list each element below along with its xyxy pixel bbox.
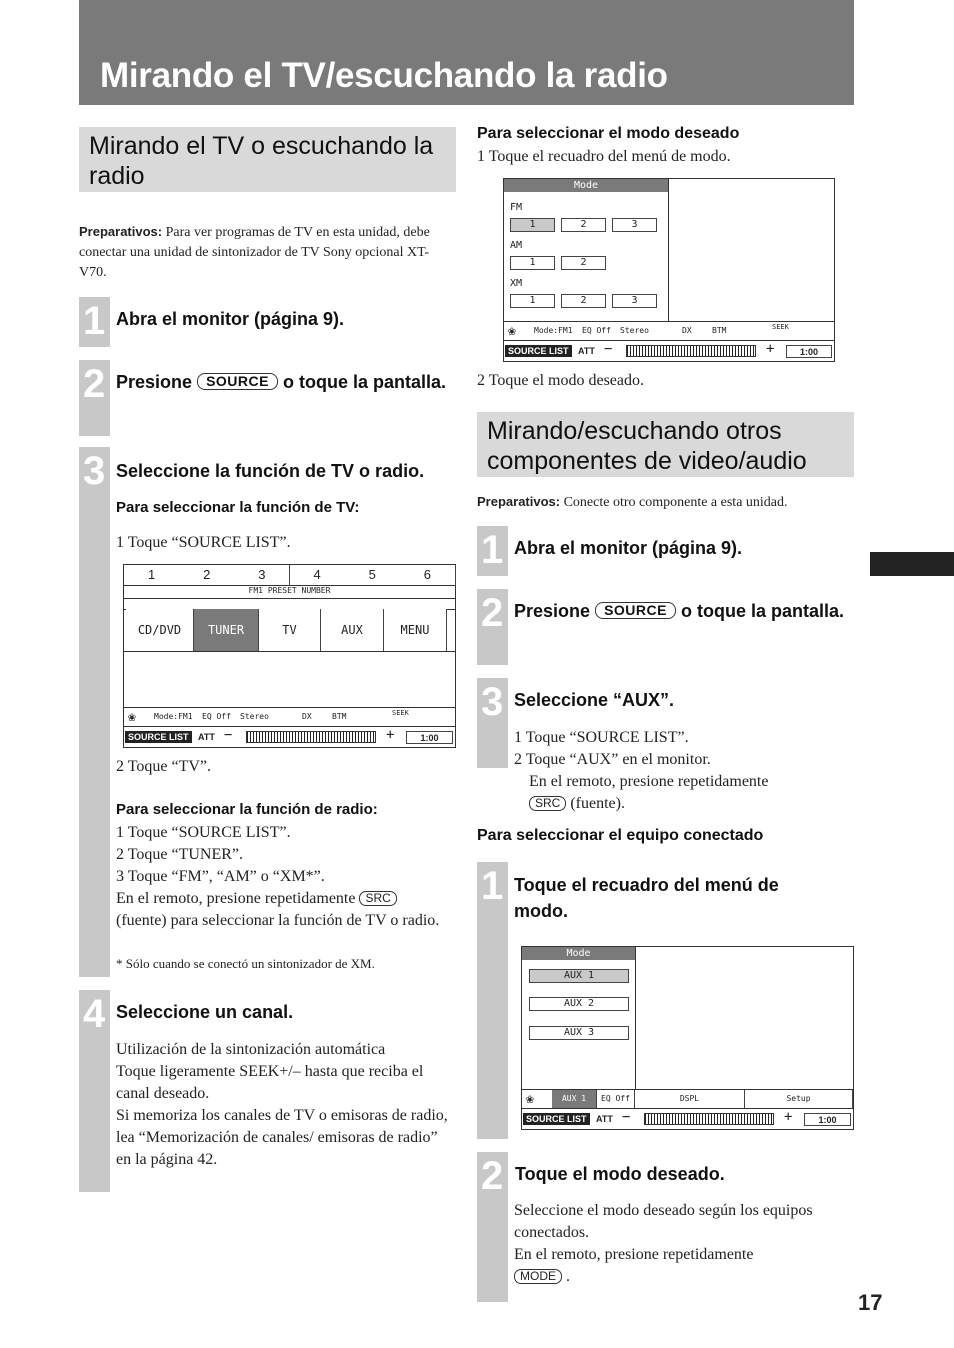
screen-source-list <box>123 564 456 748</box>
step-marker-1: 1 <box>79 297 110 347</box>
volume-up-icon[interactable]: + <box>386 727 395 743</box>
status-seek[interactable]: SEEK <box>392 709 409 717</box>
status-stereo[interactable]: Stereo <box>620 326 649 335</box>
tuner-settings-icon[interactable]: ❀ <box>128 710 136 725</box>
status-eq-off[interactable]: EQ Off <box>582 326 611 335</box>
step-1-title: Abra el monitor (página 9). <box>116 309 345 329</box>
section-tab <box>870 552 954 576</box>
aux-step-1-title: Abra el monitor (página 9). <box>514 538 743 558</box>
volume-up-icon[interactable]: + <box>784 1109 793 1125</box>
source-key: SOURCE <box>197 373 278 390</box>
volume-down-icon[interactable]: − <box>622 1109 631 1125</box>
mode-step-2: 2 Toque el modo deseado. <box>477 372 644 389</box>
preset-button-6[interactable]: 6 <box>400 565 456 586</box>
status-btm[interactable]: BTM <box>332 712 347 721</box>
equip-step-1-title: Toque el recuadro del menú de modo. <box>514 875 779 921</box>
screen-mode-select: Mode FM AM XM 1 2 3 1 2 1 2 3 ❀ Mode:FM1 EQ Off Stereo DX BTM SEEK SOURCE LIST ATT − + 1:00 <box>503 178 835 362</box>
screen-aux-mode <box>521 946 854 1130</box>
fm-2-button[interactable]: 2 <box>561 218 606 232</box>
volume-bar[interactable] <box>644 1113 774 1125</box>
source-aux-button[interactable]: AUX <box>321 609 384 652</box>
tv-step-1: 1 Toque “SOURCE LIST”. <box>116 534 291 551</box>
header-bar <box>79 0 854 105</box>
aux-step-marker-3: 3 <box>477 678 508 768</box>
status-dx[interactable]: DX <box>682 326 692 335</box>
step-3-title: Seleccione la función de TV o radio. <box>116 461 425 481</box>
volume-down-icon[interactable]: − <box>224 727 233 743</box>
equip-subtitle: Para seleccionar el equipo conectado <box>477 827 764 844</box>
mode-header: Mode <box>522 947 635 960</box>
am-1-button[interactable]: 1 <box>510 256 555 270</box>
att-button[interactable]: ATT <box>198 732 215 742</box>
aux-2-button[interactable]: AUX 2 <box>529 997 629 1011</box>
mode-header: Mode <box>504 179 668 192</box>
status-stereo[interactable]: Stereo <box>240 712 269 721</box>
section-heading-right: Mirando/escuchando otros componentes de video/audio <box>477 412 854 477</box>
source-list-button[interactable]: SOURCE LIST <box>523 1113 590 1125</box>
xm-1-button[interactable]: 1 <box>510 294 555 308</box>
prep-paragraph: Preparativos: Para ver programas de TV en esta unidad, debe conectar una unidad de sintonizador de TV Sony opcional XT-V70. <box>79 224 430 280</box>
equip-step-marker-1: 1 <box>477 862 508 1139</box>
prep-paragraph-right: Preparativos: Conecte otro componente a esta unidad. <box>477 494 788 510</box>
radio-subtitle: Para seleccionar la función de radio: <box>116 801 378 818</box>
aux-instructions: 1 Toque “SOURCE LIST”. 2 Toque “AUX” en el monitor. En el remoto, presione repetidamente SRC (fuente). <box>514 729 769 812</box>
step-2-title: Presione SOURCE o toque la pantalla. <box>116 372 447 392</box>
section-heading-left: Mirando el TV o escuchando la radio <box>79 127 456 192</box>
source-cd-dvd-button[interactable]: CD/DVD <box>126 609 194 652</box>
tv-subtitle: Para seleccionar la función de TV: <box>116 499 360 516</box>
status-dspl[interactable]: DSPL <box>635 1090 745 1109</box>
preset-button-5[interactable]: 5 <box>345 565 401 586</box>
preset-label: FM1 PRESET NUMBER <box>248 586 331 595</box>
xm-3-button[interactable]: 3 <box>612 294 657 308</box>
status-mode-fm1[interactable]: Mode:FM1 <box>154 712 193 721</box>
status-eq-off[interactable]: EQ Off <box>597 1090 635 1109</box>
mode-key: MODE <box>514 1269 562 1284</box>
status-mode-fm1[interactable]: Mode:FM1 <box>534 326 573 335</box>
aux-step-2-title: Presione SOURCE o toque la pantalla. <box>514 601 845 621</box>
fm-1-button[interactable]: 1 <box>510 218 555 232</box>
tuner-settings-icon[interactable]: ❀ <box>508 324 516 339</box>
clock-display: 1:00 <box>406 731 453 744</box>
status-aux-1[interactable]: AUX 1 <box>552 1090 597 1109</box>
source-list-button[interactable]: SOURCE LIST <box>125 731 192 743</box>
source-tuner-button[interactable]: TUNER <box>194 609 259 652</box>
equip-step-2-title: Toque el modo deseado. <box>515 1164 725 1184</box>
att-button[interactable]: ATT <box>578 346 595 356</box>
footnote: * Sólo cuando se conectó un sintonizador de XM. <box>116 956 375 971</box>
aux-step-marker-1: 1 <box>477 526 508 576</box>
att-button[interactable]: ATT <box>596 1114 613 1124</box>
step-marker-2: 2 <box>79 360 110 436</box>
page-number: 17 <box>858 1290 883 1315</box>
clock-display: 1:00 <box>786 345 832 358</box>
preset-button-3[interactable]: 3 <box>234 565 290 586</box>
preset-button-4[interactable]: 4 <box>290 565 346 586</box>
status-eq-off[interactable]: EQ Off <box>202 712 231 721</box>
src-key: SRC <box>359 891 396 906</box>
radio-instructions: 1 Toque “SOURCE LIST”. 2 Toque “TUNER”. 3 Toque “FM”, “AM” o “XM*”. En el remoto, presione repetidamente SRC (fuente) para seleccionar la función de TV o radio. <box>116 824 440 929</box>
source-tv-button[interactable]: TV <box>259 609 321 652</box>
status-dx[interactable]: DX <box>302 712 312 721</box>
fm-3-button[interactable]: 3 <box>612 218 657 232</box>
channel-instructions: Utilización de la sintonización automática Toque ligeramente SEEK+/– hasta que reciba el canal deseado. Si memoriza los canales de TV o emisoras de radio, lea “Memorización de canales/ emisoras de radio” en la página 42. <box>116 1041 448 1168</box>
page-title: Mirando el TV/escuchando la radio <box>100 56 668 95</box>
source-list-button[interactable]: SOURCE LIST <box>505 345 572 357</box>
source-menu-button[interactable]: MENU <box>384 609 447 652</box>
volume-up-icon[interactable]: + <box>766 341 775 357</box>
status-setup[interactable]: Setup <box>745 1090 853 1109</box>
equip-step-marker-2: 2 <box>477 1152 508 1302</box>
tv-step-2: 2 Toque “TV”. <box>116 758 211 775</box>
volume-bar[interactable] <box>626 345 756 357</box>
status-seek[interactable]: SEEK <box>772 323 789 331</box>
xm-2-button[interactable]: 2 <box>561 294 606 308</box>
am-2-button[interactable]: 2 <box>561 256 606 270</box>
mode-step-1: 1 Toque el recuadro del menú de modo. <box>477 148 731 165</box>
clock-display: 1:00 <box>804 1113 851 1126</box>
volume-bar[interactable] <box>246 731 376 743</box>
mode-subtitle: Para seleccionar el modo deseado <box>477 125 740 142</box>
aux-1-button[interactable]: AUX 1 <box>529 969 629 983</box>
step-marker-4: 4 <box>79 990 110 1192</box>
aux-step-3-title: Seleccione “AUX”. <box>514 690 675 710</box>
volume-down-icon[interactable]: − <box>604 341 613 357</box>
source-key: SOURCE <box>595 602 676 619</box>
aux-step-marker-2: 2 <box>477 589 508 665</box>
equip-instructions: Seleccione el modo deseado según los equipos conectados. En el remoto, presione repetidamente MODE . <box>514 1202 813 1285</box>
step-4-title: Seleccione un canal. <box>116 1002 294 1022</box>
status-btm[interactable]: BTM <box>712 326 727 335</box>
step-marker-3: 3 <box>79 447 110 977</box>
preset-button-1[interactable]: 1 <box>124 565 180 586</box>
aux-3-button[interactable]: AUX 3 <box>529 1026 629 1040</box>
src-key: SRC <box>529 796 566 811</box>
preset-button-2[interactable]: 2 <box>179 565 235 586</box>
tuner-settings-icon[interactable]: ❀ <box>526 1092 534 1107</box>
